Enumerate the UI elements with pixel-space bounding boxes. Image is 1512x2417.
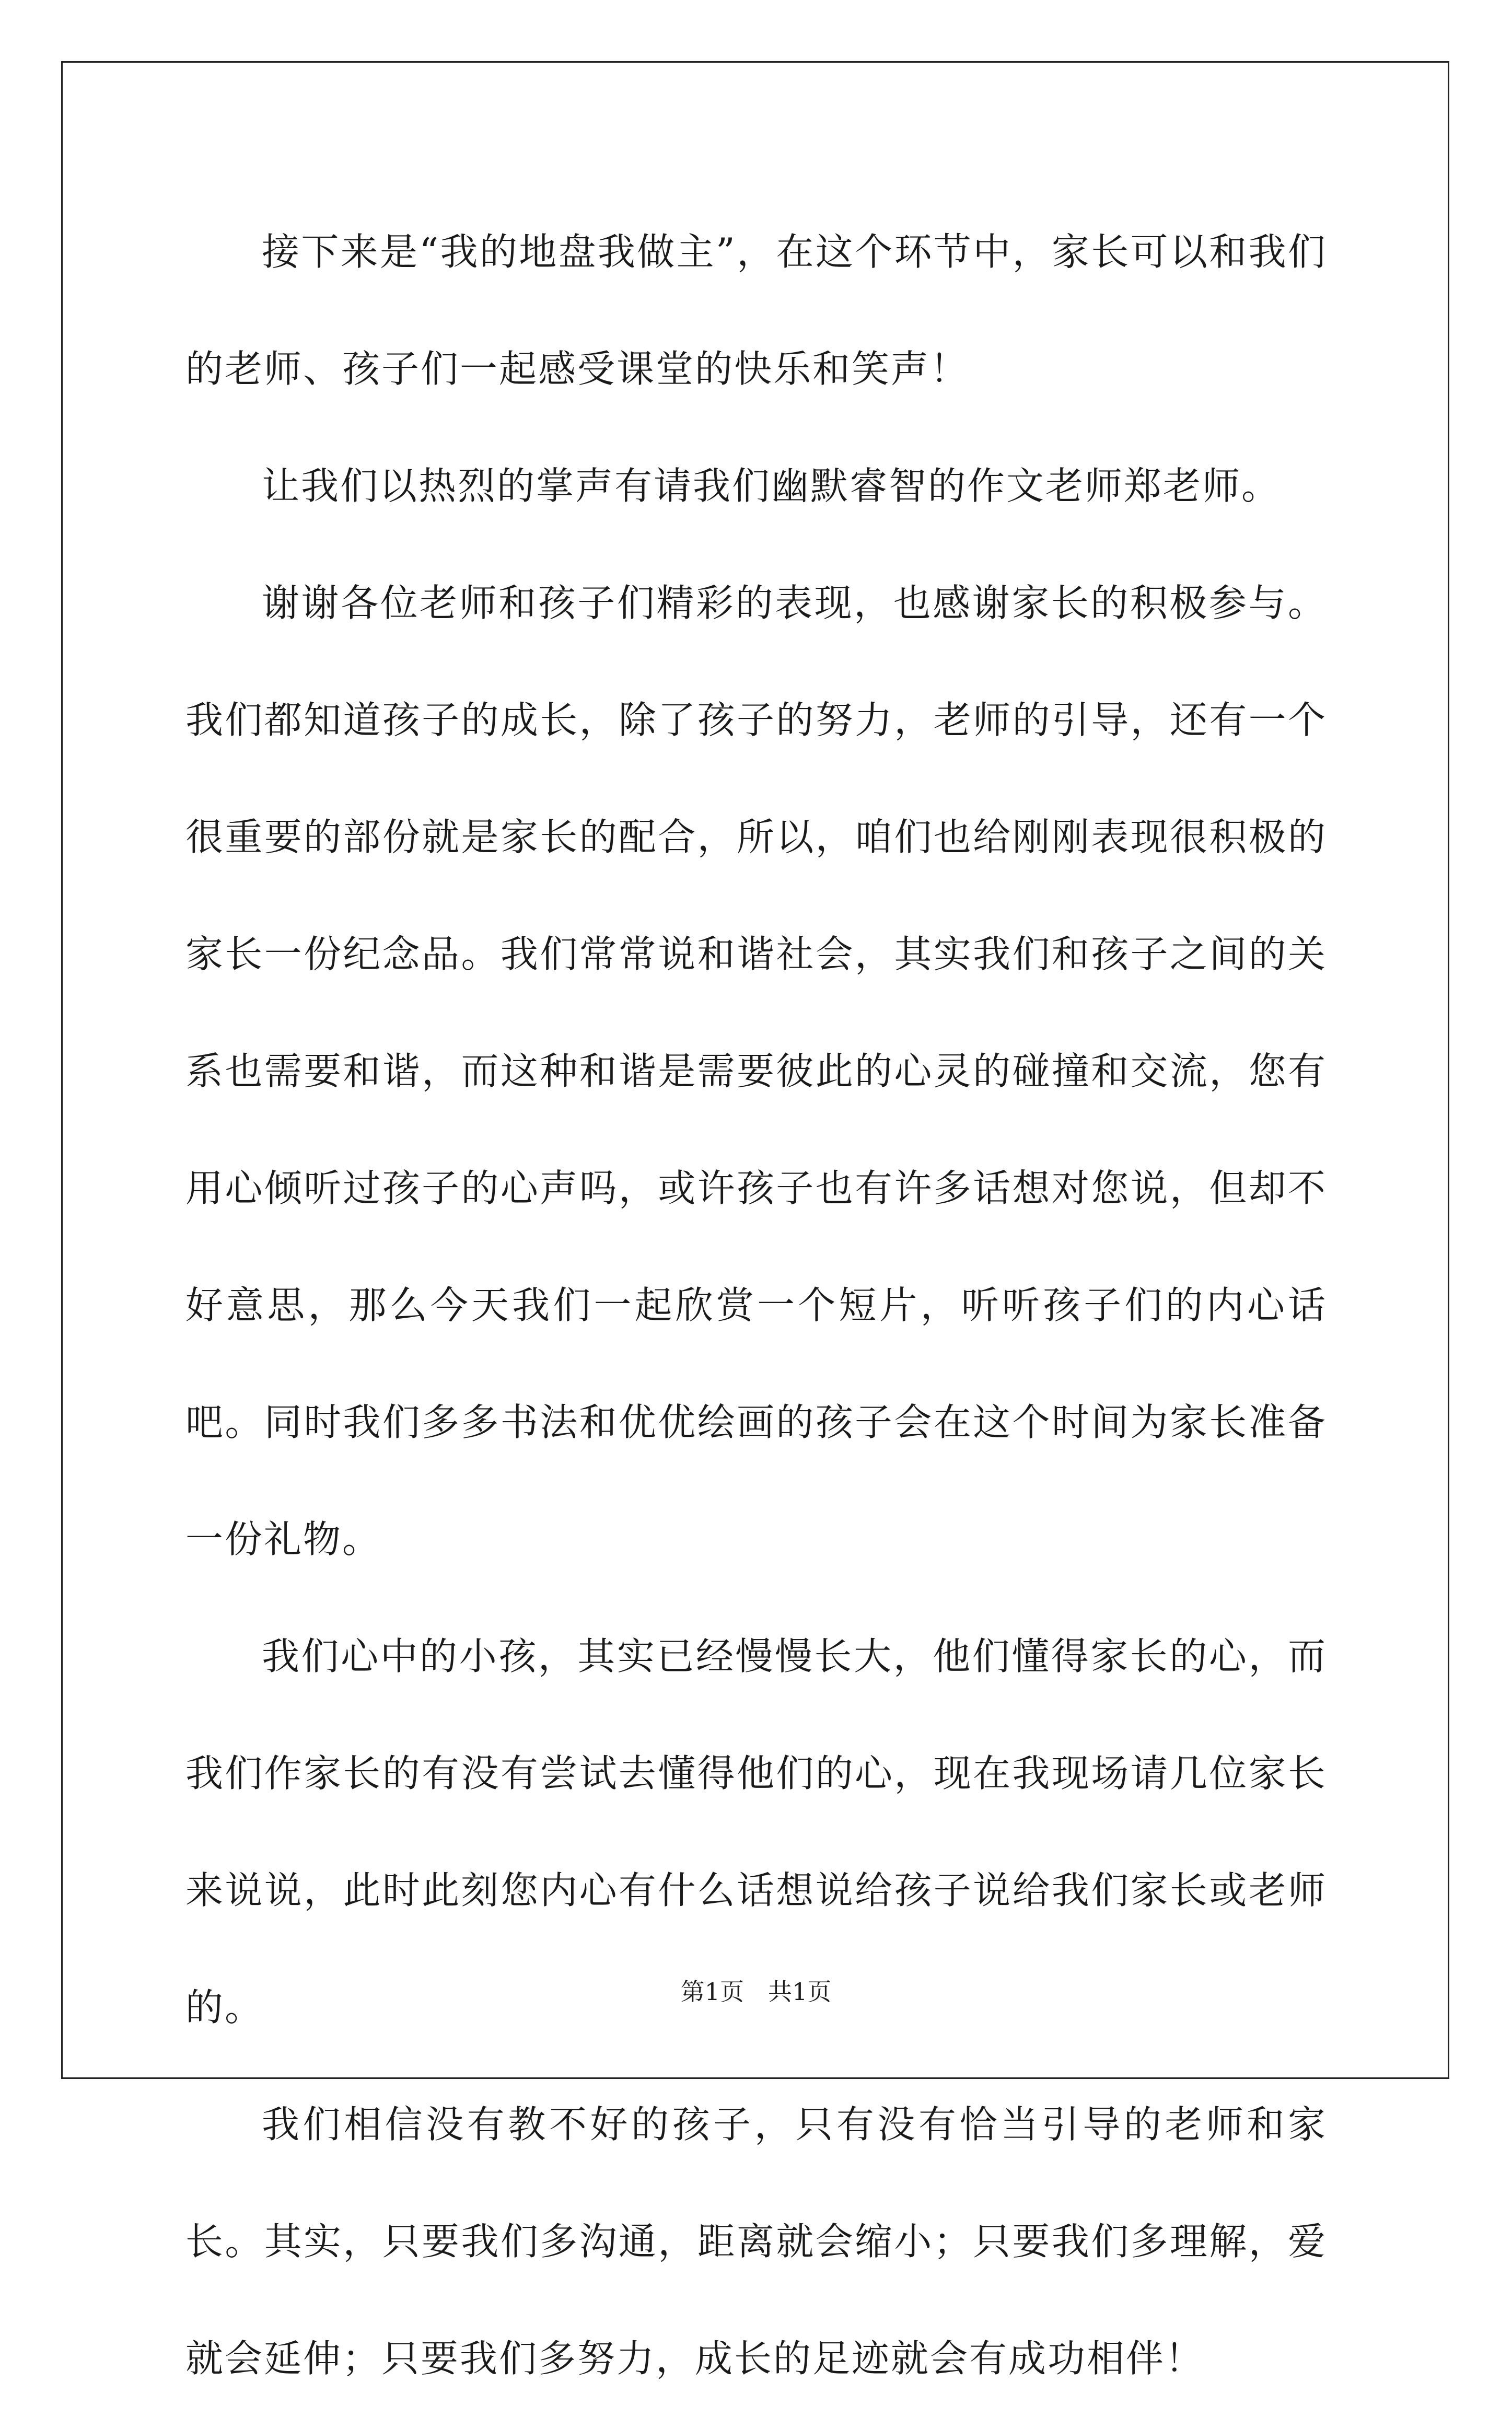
page-footer	[0, 1973, 1512, 2007]
paragraph: 谢谢各位老师和孩子们精彩的表现，也感谢家长的积极参与。我们都知道孩子的成长，除了孩子的努力，老师的引导，还有一个很重要的部份就是家长的配合，所以，咱们也给刚刚表现很积极的家长一份纪念品。我们常常说和谐社会，其实我们和孩子之间的关系也需要和谐，而这种和谐是需要彼此的心灵的碰撞和交流，您有用心倾听过孩子的心声吗，或许孩子也有许多话想对您说，但却不好意思，那么今天我们一起欣赏一个短片，听听孩子们的内心话吧。同时我们多多书法和优优绘画的孩子会在这个时间为家长准备一份礼物。	[185, 581, 1327, 1561]
paragraph: 我们相信没有教不好的孩子，只有没有恰当引导的老师和家长。其实，只要我们多沟通，距离就会缩小；只要我们多理解，爱就会延伸；只要我们多努力，成长的足迹就会有成功相伴！	[185, 2102, 1327, 2380]
paragraph: 让我们以热烈的掌声有请我们幽默睿智的作文老师郑老师。	[262, 464, 1281, 508]
page-number: 第1页	[680, 1978, 744, 2006]
document-body	[185, 193, 1327, 2417]
paragraph: 接下来是“我的地盘我做主”，在这个环节中，家长可以和我们的老师、孩子们一起感受课堂的快乐和笑声！	[185, 230, 1327, 391]
paragraph: 我们心中的小孩，其实已经慢慢长大，他们懂得家长的心，而我们作家长的有没有尝试去懂得他们的心，现在我现场请几位家长来说说，此时此刻您内心有什么话想说给孩子说给我们家长或老师的。	[185, 1634, 1327, 2029]
page-total: 共1页	[768, 1978, 832, 2006]
